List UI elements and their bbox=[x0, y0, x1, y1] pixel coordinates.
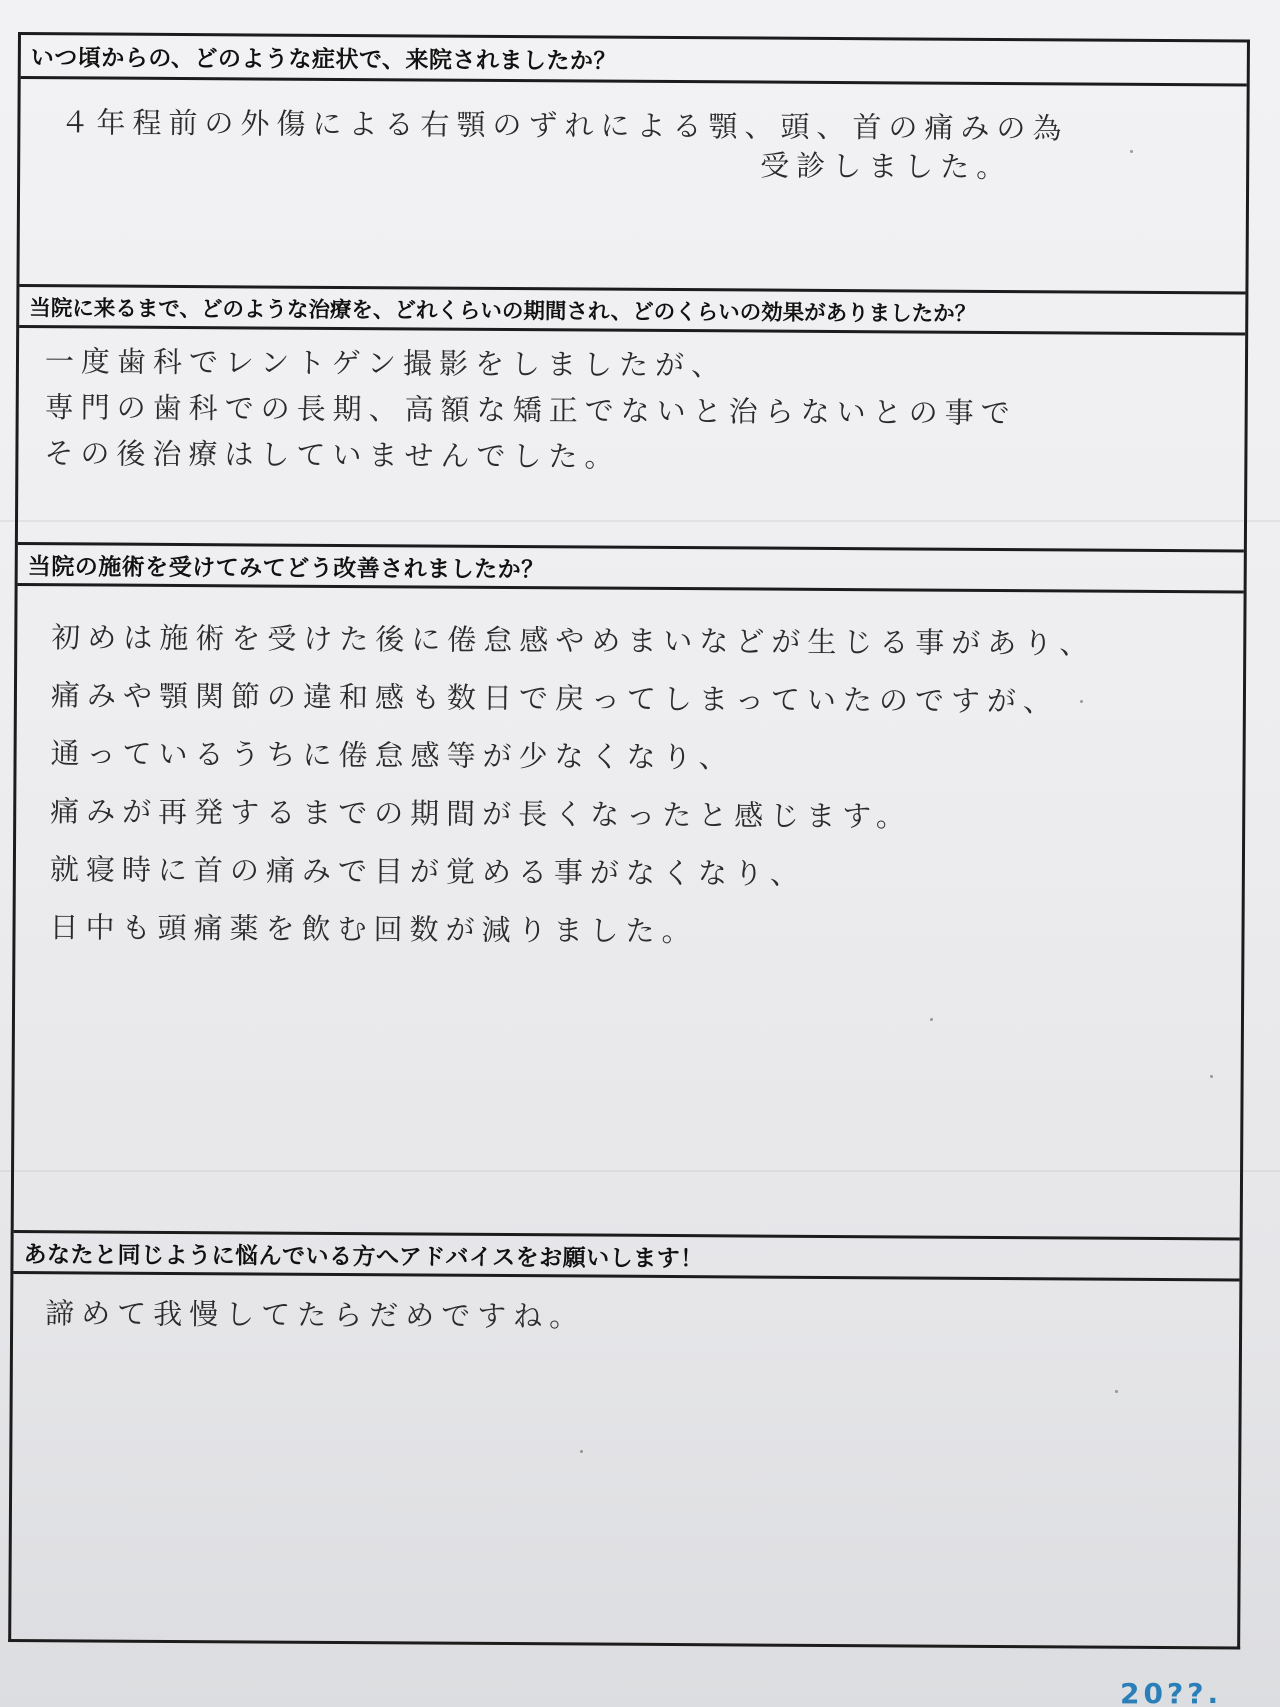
handwritten-line: 通っているうちに倦怠感等が少なくなり、 bbox=[50, 736, 735, 775]
question-heading: 当院の施術を受けてみてどう改善されましたか？ bbox=[18, 542, 1244, 593]
paper-speck bbox=[1210, 1075, 1213, 1078]
paper-speck bbox=[1080, 700, 1083, 703]
handwritten-line: 受診しました。 bbox=[760, 148, 1013, 184]
question-heading: いつ頃からの、どのような症状で、来院されましたか？ bbox=[21, 35, 1247, 86]
answer-area bbox=[20, 79, 1247, 186]
testimonial-form bbox=[8, 32, 1250, 1649]
handwritten-line: 初めは施術を受けた後に倦怠感やめまいなどが生じる事があり、 bbox=[51, 620, 1096, 661]
paper-speck bbox=[580, 1450, 583, 1453]
question-heading: あなたと同じように悩んでいる方へアドバイスをお願いします！ bbox=[13, 1230, 1239, 1281]
paper-speck bbox=[930, 1018, 933, 1021]
handwritten-line: 痛みや顎関節の違和感も数日で戻ってしまっていたのですが、 bbox=[50, 678, 1060, 719]
answer-area bbox=[18, 328, 1245, 483]
corner-date-stamp: 20??. bbox=[1120, 1677, 1223, 1707]
handwritten-line: 一度歯科でレントゲン撮影をしましたが、 bbox=[44, 344, 728, 383]
paper-speck bbox=[1115, 1390, 1118, 1393]
handwritten-line: 就寝時に首の痛みで目が覚める事がなくなり、 bbox=[49, 852, 806, 891]
question-heading: 当院に来るまで、どのような治療を、どれくらいの期間され、どのくらいの効果がありましたか？ bbox=[19, 284, 1245, 335]
section-advice bbox=[8, 1230, 1242, 1650]
paper-speck bbox=[1130, 150, 1133, 153]
answer-area bbox=[13, 1274, 1239, 1338]
handwritten-line: 諦めて我慢してたらだめですね。 bbox=[45, 1296, 586, 1334]
handwritten-line: 痛みが再発するまでの期間が長くなったと感じます。 bbox=[50, 794, 913, 834]
handwritten-line: 専門の歯科での長期、高額な矯正でないと治らないとの事で bbox=[44, 390, 1017, 431]
handwritten-line: 日中も頭痛薬を飲む回数が減りました。 bbox=[49, 910, 698, 949]
section-prior-treatment bbox=[15, 284, 1249, 550]
answer-area bbox=[15, 586, 1243, 963]
section-improvement bbox=[11, 542, 1247, 1238]
handwritten-line: その後治療はしていませんでした。 bbox=[44, 436, 621, 474]
section-symptoms bbox=[16, 32, 1250, 292]
handwritten-line: ４年程前の外傷による右顎のずれによる顎、頭、首の痛みの為 bbox=[60, 105, 1069, 146]
